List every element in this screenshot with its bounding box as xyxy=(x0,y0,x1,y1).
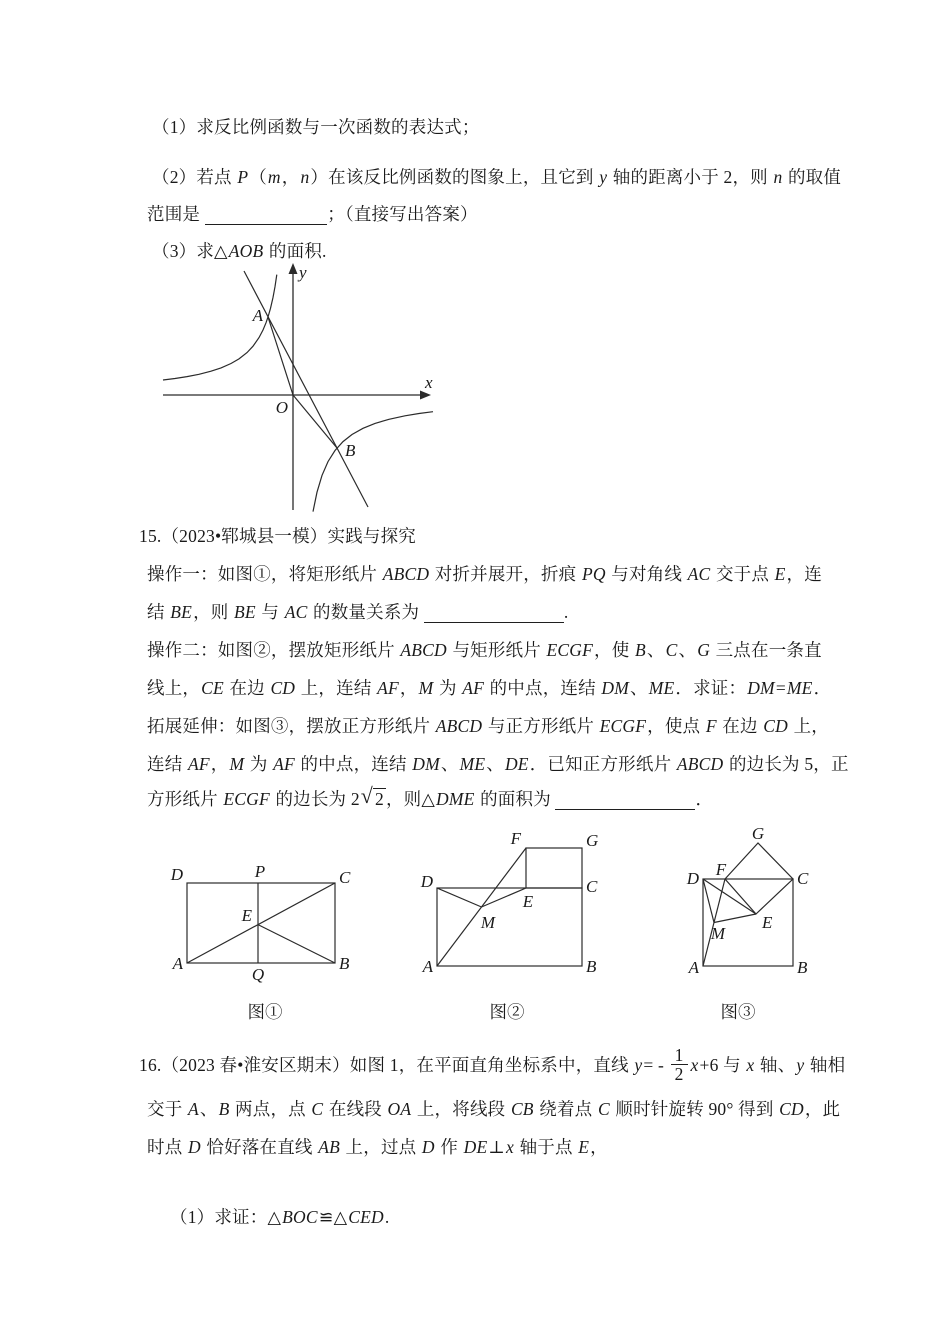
figure-2 xyxy=(420,830,605,980)
hyperbola-branch-upper xyxy=(163,275,277,380)
figure-3 xyxy=(680,825,820,980)
fig1-diagonal-ac xyxy=(187,883,335,963)
segment-ob xyxy=(293,395,337,448)
prev-problem-part2-line1: （2）若点 P（m，n）在该反比例函数的图象上，且它到 y 轴的距离小于 2，则 n 的取值 xyxy=(152,167,842,187)
prev-problem-part1: （1）求反比例函数与一次函数的表达式； xyxy=(152,117,480,137)
fig1-label-c: C xyxy=(339,868,351,887)
problem16-line3: 时点 D 恰好落在直线 AB 上，过点 D 作 DE⊥x 轴于点 E， xyxy=(147,1137,608,1157)
fig3-segment-me xyxy=(714,914,756,923)
problem15-op1-line2: 结 BE，则 BE 与 AC 的数量关系为 . xyxy=(147,602,569,622)
problem15-op1-line1: 操作一：如图①，将矩形纸片 ABCD 对折并展开，折痕 PQ 与对角线 AC 交于点 E，连 xyxy=(147,564,822,584)
prev-problem-part2-line2: 范围是 ；（直接写出答案） xyxy=(147,204,478,224)
origin-label: O xyxy=(275,398,288,417)
problem15-op2-line1: 操作二：如图②，摆放矩形纸片 ABCD 与矩形纸片 ECGF，使 B、C、G 三点在一条直 xyxy=(147,640,822,660)
problem15-header: 15.（2023•郓城县一模）实践与探究 xyxy=(139,526,417,546)
hyperbola-branch-lower xyxy=(313,412,433,512)
problem16-line1: 16.（2023 春•淮安区期末）如图 1，在平面直角坐标系中，直线 y= - $\frac{1}{2}$ x+6 与 x 轴、y 轴相 xyxy=(139,1045,846,1085)
figure-1-caption: 图① xyxy=(247,1002,283,1022)
y-axis-arrow xyxy=(289,263,298,274)
fig2-label-b: B xyxy=(586,957,597,976)
fig3-label-e: E xyxy=(762,913,773,932)
fig1-label-d: D xyxy=(170,865,183,884)
figure-3-caption: 图③ xyxy=(720,1002,756,1022)
problem16-line2: 交于 A、B 两点，点 C 在线段 OA 上，将线段 CB 绕着点 C 顺时针旋转 90° 得到 CD，此 xyxy=(147,1099,841,1119)
fig2-label-e: E xyxy=(522,892,534,911)
x-axis-label: x xyxy=(425,373,433,392)
fig3-label-c: C xyxy=(797,869,809,888)
fig1-label-q: Q xyxy=(251,965,265,984)
fig2-label-m: M xyxy=(480,913,496,932)
fig1-segment-be xyxy=(258,925,335,963)
fig3-label-a: A xyxy=(688,958,699,977)
fig2-rectangle-abcd xyxy=(437,888,582,966)
fig3-label-b: B xyxy=(797,958,808,977)
problem15-ext-line3: 方形纸片 ECGF 的边长为 2 √ 2 ，则△DME 的面积为 ． xyxy=(147,784,714,809)
fig2-label-d: D xyxy=(420,872,433,891)
fig2-label-g: G xyxy=(586,831,599,850)
figure-1 xyxy=(170,855,355,990)
problem15-op2-line2: 线上，CE 在边 CD 上，连结 AF，M 为 AF 的中点，连结 DM、ME．求证：DM=ME． xyxy=(147,678,832,698)
fig2-segment-dm xyxy=(437,888,482,907)
fig2-label-a: A xyxy=(422,957,433,976)
fig1-label-p: P xyxy=(254,862,266,881)
fig3-label-m: M xyxy=(710,924,726,943)
problem15-ext-line1: 拓展延伸：如图③，摆放正方形纸片 ABCD 与正方形纸片 ECGF，使点 F 在边 CD 上， xyxy=(147,716,829,736)
fig1-label-a: A xyxy=(172,954,183,973)
fig1-label-b: B xyxy=(339,954,350,973)
problem15-ext-line2: 连结 AF，M 为 AF 的中点，连结 DM、ME、DE．已知正方形纸片 ABCD 的边长为 5，正 xyxy=(147,754,849,774)
fig3-label-f: F xyxy=(715,860,727,879)
point-b-label: B xyxy=(345,441,356,460)
fig3-label-g: G xyxy=(751,824,765,843)
prev-problem-part3: （3）求△AOB 的面积. xyxy=(152,241,327,261)
problem16-part1: （1）求证：△BOC≌△CED. xyxy=(170,1207,390,1227)
fig3-label-d: D xyxy=(686,869,699,888)
fig2-rectangle-ecgf xyxy=(526,848,582,888)
fig2-label-c: C xyxy=(586,877,598,896)
function-graph xyxy=(155,262,465,512)
y-axis-label: y xyxy=(299,263,307,282)
figure-2-caption: 图② xyxy=(489,1002,525,1022)
point-a-label: A xyxy=(252,306,263,325)
fig1-label-e: E xyxy=(241,906,252,925)
fig2-label-f: F xyxy=(510,829,521,848)
